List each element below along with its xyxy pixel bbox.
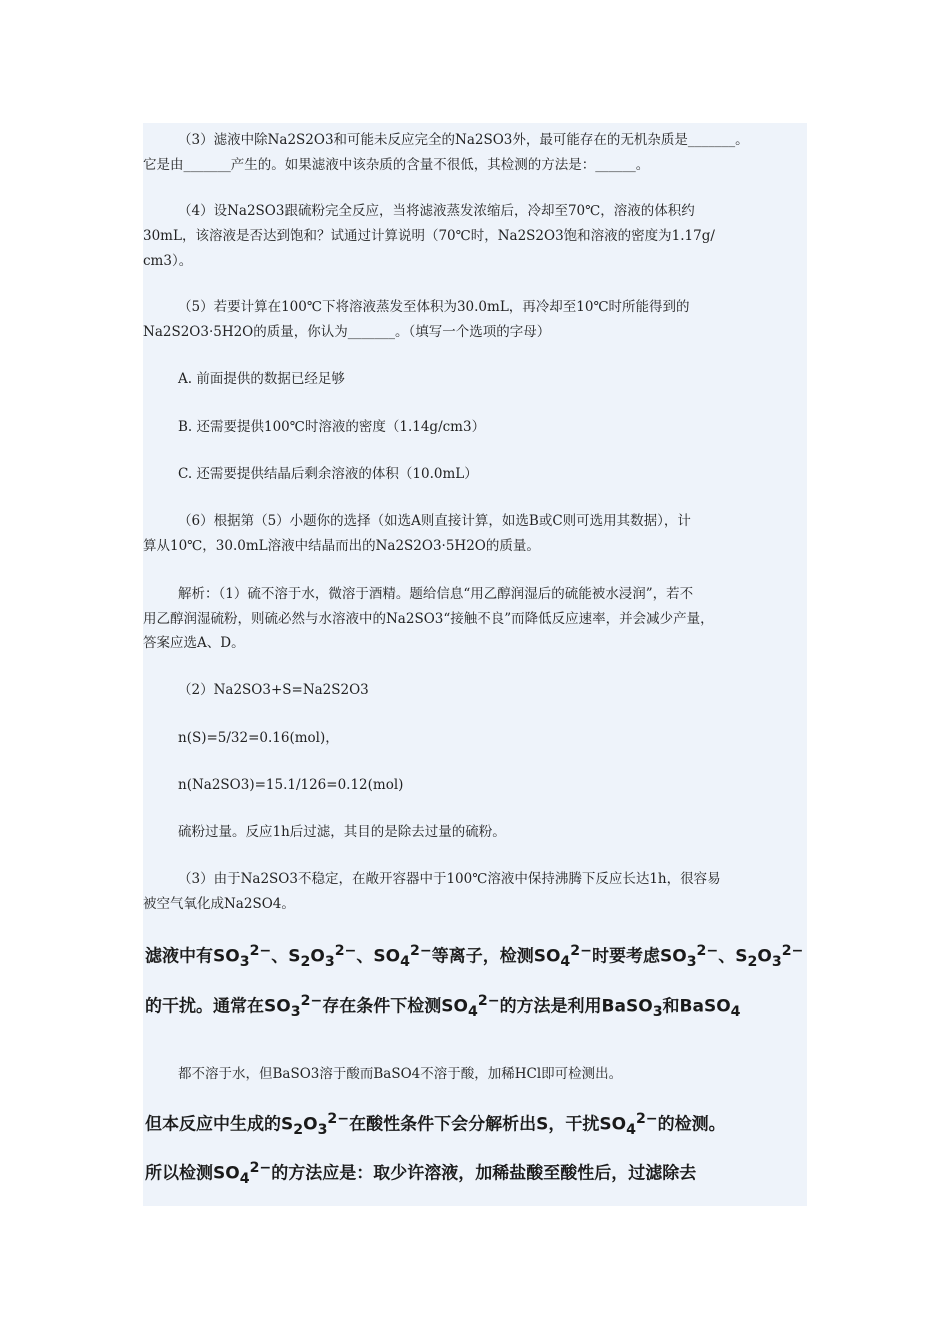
answer-2-equation: （2）Na2SO3+S=Na2S2O3 <box>178 682 369 698</box>
question-6-line-2: 算从10℃，30.0mL溶液中结晶而出的Na2S2O3·5H2O的质量。 <box>143 538 540 554</box>
answer-2-conclusion: 硫粉过量。反应1h后过滤，其目的是除去过量的硫粉。 <box>178 824 506 840</box>
question-4-line-2: 30mL，该溶液是否达到饱和？试通过计算说明（70℃时，Na2S2O3饱和溶液的密度为1.17g/ <box>143 228 715 244</box>
question-4-line-1: （4）设Na2SO3跟硫粉完全反应，当将滤液蒸发浓缩后，冷却至70℃，溶液的体积约 <box>178 203 695 219</box>
question-5-line-2: Na2S2O3·5H2O的质量，你认为_______。（填写一个选项的字母） <box>143 324 551 340</box>
question-5-line-1: （5）若要计算在100℃下将溶液蒸发至体积为30.0mL，再冷却至10℃时所能得到的 <box>178 299 690 315</box>
question-6-line-1: （6）根据第（5）小题你的选择（如选A则直接计算，如选B或C则可选用其数据），计 <box>178 513 691 529</box>
answer-3-line-1: （3）由于Na2SO3不稳定，在敞开容器中于100℃溶液中保持沸腾下反应长达1h，很容易 <box>178 871 721 887</box>
answer-2-moles-na2so3: n(Na2SO3)=15.1/126=0.12(mol) <box>178 777 404 793</box>
content-panel <box>143 123 807 1206</box>
answer-3-barium-test: 都不溶于水，但BaSO3溶于酸而BaSO4不溶于酸，加稀HCl即可检测出。 <box>178 1066 623 1082</box>
formula-line-3: 但本反应中生成的$S_2O_3^{2-}$在酸性条件下会分解析出S，干扰$SO_4^{2-}$的检测。 <box>145 1111 726 1139</box>
answer-3-line-2: 被空气氧化成Na2SO4。 <box>143 896 295 912</box>
question-3-line-2: 它是由_______产生的。如果滤液中该杂质的含量不很低，其检测的方法是：______。 <box>143 157 650 173</box>
question-3-line-1: （3）滤液中除Na2S2O3和可能未反应完全的Na2SO3外，最可能存在的无机杂质是_______。 <box>178 132 749 148</box>
option-c: C. 还需要提供结晶后剩余溶液的体积（10.0mL） <box>178 466 478 482</box>
option-b: B. 还需要提供100℃时溶液的密度（1.14g/cm3） <box>178 419 486 435</box>
analysis-line-3: 答案应选A、D。 <box>143 635 245 651</box>
option-a: A. 前面提供的数据已经足够 <box>178 371 345 387</box>
answer-2-moles-s: n(S)=5/32=0.16(mol)， <box>178 730 339 746</box>
formula-line-2: 的干扰。通常在$SO_3^{2-}$存在条件下检测$SO_4^{2-}$的方法是利用BaSO$_3$和BaSO$_4$ <box>145 993 741 1021</box>
question-4-line-3: cm3）。 <box>143 253 193 269</box>
formula-line-4: 所以检测$SO_4^{2-}$的方法应是：取少许溶液，加稀盐酸至酸性后，过滤除去 <box>145 1160 697 1188</box>
analysis-line-2: 用乙醇润湿硫粉，则硫必然与水溶液中的Na2SO3“接触不良”而降低反应速率，并会减少产量， <box>143 611 714 627</box>
formula-line-1: 滤液中有$SO_3^{2-}$、$S_2O_3^{2-}$、$SO_4^{2-}$等离子，检测$SO_4^{2-}$时要考虑$SO_3^{2-}$、$S_2O_3^{2-}$ <box>145 943 804 971</box>
analysis-line-1: 解析：（1）硫不溶于水，微溶于酒精。题给信息“用乙醇润湿后的硫能被水浸润”，若不 <box>178 586 694 602</box>
